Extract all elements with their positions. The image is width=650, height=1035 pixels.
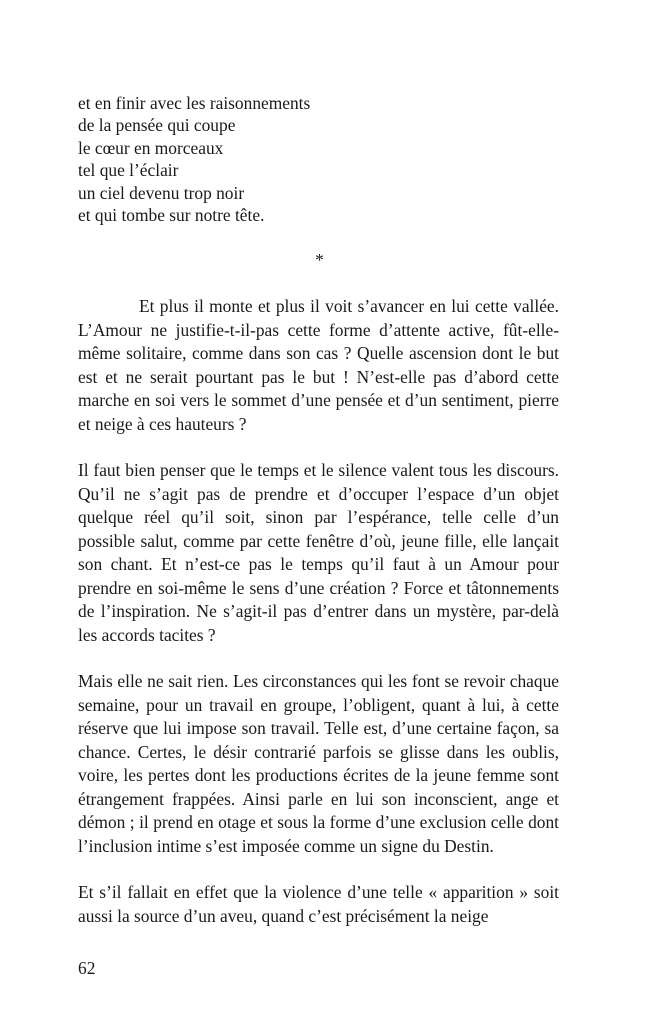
- paragraph: Et plus il monte et plus il voit s’avancer en lui cette vallée. L’Amour ne justifie-t-il-pas cette forme d’attente active, fût-elle-même solitaire, comme dans son cas ? Quelle ascension dont le but est et ne serait pourtant pas le but ! N’est-elle pas d’abord cette marche en soi vers le sommet d’une pensée et d’un sentiment, pierre et neige à ces hauteurs ?: [78, 296, 559, 434]
- page-body: [78, 92, 559, 928]
- poem-line: le cœur en morceaux: [78, 137, 224, 158]
- poem-line: tel que l’éclair: [78, 160, 179, 181]
- poem-line: et en finir avec les raisonnements: [78, 93, 311, 113]
- poem-stanza: [78, 92, 559, 226]
- poem-line: et qui tombe sur notre tête.: [78, 205, 265, 226]
- poem-line: un ciel devenu trop noir: [78, 182, 245, 203]
- poem-line: de la pensée qui coupe: [78, 115, 236, 136]
- paragraph: Mais elle ne sait rien. Les circonstances qui les font se revoir chaque semaine, pour un travail en groupe, l’obligent, quant à lui, à cette réserve que lui impose son travail. Telle est, d’une certaine façon, sa chance. Certes, le désir contrarié parfois se glisse dans les oublis, voire, les pertes dont les productions écrites de la jeune femme sont étrangement frappées. Ainsi parle en lui son inconscient, ange et démon ; il prend en otage et sous la forme d’une exclusion celle dont l’inclusion intime s’est imposée comme un signe du Destin.: [78, 671, 559, 856]
- page-number: 62: [78, 958, 96, 978]
- paragraph: Et s’il fallait en effet que la violence d’une telle « apparition » soit aussi la source d’un aveu, quand c’est précisément la neige: [78, 882, 559, 926]
- paragraph: Il faut bien penser que le temps et le silence valent tous les discours. Qu’il ne s’agit pas de prendre et d’occuper l’espace d’un objet quelque réel qu’il soit, sinon par l’espérance, telle celle d’un possible salut, comme par cette fenêtre d’où, jeune fille, elle lançait son chant. Et n’est-ce pas le temps qu’il faut à un Amour pour prendre en soi-même le sens d’une création ? Force et tâtonnements de l’inspiration. Ne s’agit-il pas d’entrer dans un mystère, par-delà les accords tacites ?: [78, 460, 559, 645]
- section-separator: *: [315, 250, 324, 271]
